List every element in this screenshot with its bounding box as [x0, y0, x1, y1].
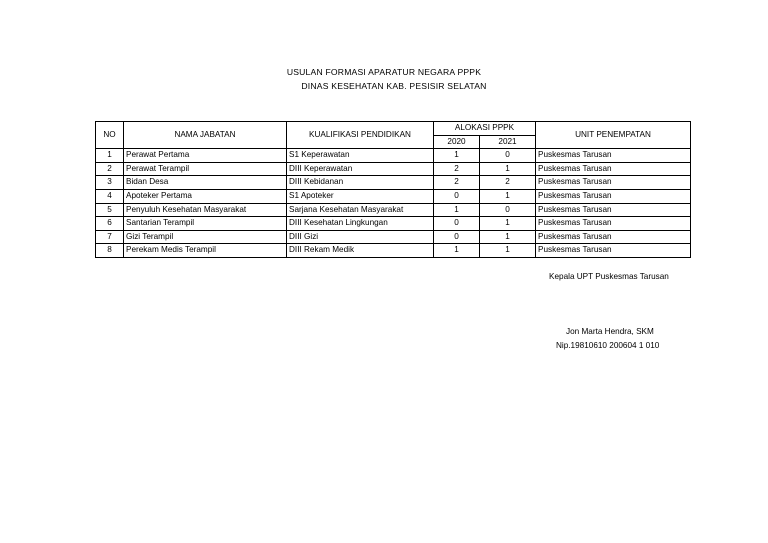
cell-2021: 1 [480, 244, 536, 258]
cell-jabatan: Santarian Terampil [124, 217, 287, 231]
cell-unit: Puskesmas Tarusan [536, 162, 691, 176]
table-row [96, 176, 691, 190]
cell-kualifikasi: DIII Kesehatan Lingkungan [287, 217, 434, 231]
table-row [96, 162, 691, 176]
cell-2020: 2 [434, 176, 480, 190]
cell-2021: 0 [480, 203, 536, 217]
cell-no: 1 [96, 149, 124, 163]
header-jabatan: NAMA JABATAN [124, 122, 287, 149]
table-row [96, 149, 691, 163]
signatory-nip: Nip.19810610 200604 1 010 [556, 341, 660, 350]
cell-2020: 1 [434, 149, 480, 163]
cell-2020: 0 [434, 230, 480, 244]
cell-2021: 0 [480, 149, 536, 163]
document-title: USULAN FORMASI APARATUR NEGARA PPPK [286, 67, 482, 77]
signatory-position: Kepala UPT Puskesmas Tarusan [549, 272, 669, 281]
table-row [96, 189, 691, 203]
cell-unit: Puskesmas Tarusan [536, 149, 691, 163]
formation-table [95, 121, 691, 258]
cell-unit: Puskesmas Tarusan [536, 189, 691, 203]
cell-unit: Puskesmas Tarusan [536, 217, 691, 231]
cell-jabatan: Perawat Terampil [124, 162, 287, 176]
cell-no: 7 [96, 230, 124, 244]
header-alokasi: ALOKASI PPPK [434, 122, 536, 136]
cell-unit: Puskesmas Tarusan [536, 244, 691, 258]
cell-kualifikasi: Sarjana Kesehatan Masyarakat [287, 203, 434, 217]
header-no: NO [96, 122, 124, 149]
cell-2020: 0 [434, 189, 480, 203]
cell-no: 6 [96, 217, 124, 231]
cell-2021: 2 [480, 176, 536, 190]
cell-kualifikasi: DIII Rekam Medik [287, 244, 434, 258]
table-header-row [96, 122, 691, 136]
cell-jabatan: Gizi Terampil [124, 230, 287, 244]
cell-kualifikasi: DIII Kebidanan [287, 176, 434, 190]
cell-jabatan: Apoteker Pertama [124, 189, 287, 203]
cell-unit: Puskesmas Tarusan [536, 203, 691, 217]
cell-jabatan: Perawat Pertama [124, 149, 287, 163]
cell-no: 2 [96, 162, 124, 176]
header-kualifikasi: KUALIFIKASI PENDIDIKAN [287, 122, 434, 149]
cell-2020: 1 [434, 203, 480, 217]
cell-no: 4 [96, 189, 124, 203]
header-unit: UNIT PENEMPATAN [536, 122, 691, 149]
cell-2021: 1 [480, 162, 536, 176]
cell-no: 8 [96, 244, 124, 258]
cell-no: 3 [96, 176, 124, 190]
signatory-name: Jon Marta Hendra, SKM [566, 327, 654, 336]
cell-kualifikasi: DIII Gizi [287, 230, 434, 244]
cell-kualifikasi: DIII Keperawatan [287, 162, 434, 176]
cell-2021: 1 [480, 230, 536, 244]
cell-no: 5 [96, 203, 124, 217]
cell-2020: 2 [434, 162, 480, 176]
cell-jabatan: Perekam Medis Terampil [124, 244, 287, 258]
header-year-2021: 2021 [480, 135, 536, 149]
document-subtitle: DINAS KESEHATAN KAB. PESISIR SELATAN [301, 81, 487, 91]
cell-kualifikasi: S1 Keperawatan [287, 149, 434, 163]
cell-unit: Puskesmas Tarusan [536, 176, 691, 190]
table-row [96, 230, 691, 244]
cell-2021: 1 [480, 189, 536, 203]
table-row [96, 217, 691, 231]
cell-kualifikasi: S1 Apoteker [287, 189, 434, 203]
cell-2020: 1 [434, 244, 480, 258]
cell-2020: 0 [434, 217, 480, 231]
cell-unit: Puskesmas Tarusan [536, 230, 691, 244]
header-year-2020: 2020 [434, 135, 480, 149]
cell-jabatan: Penyuluh Kesehatan Masyarakat [124, 203, 287, 217]
cell-jabatan: Bidan Desa [124, 176, 287, 190]
table-row [96, 244, 691, 258]
table-row [96, 203, 691, 217]
cell-2021: 1 [480, 217, 536, 231]
